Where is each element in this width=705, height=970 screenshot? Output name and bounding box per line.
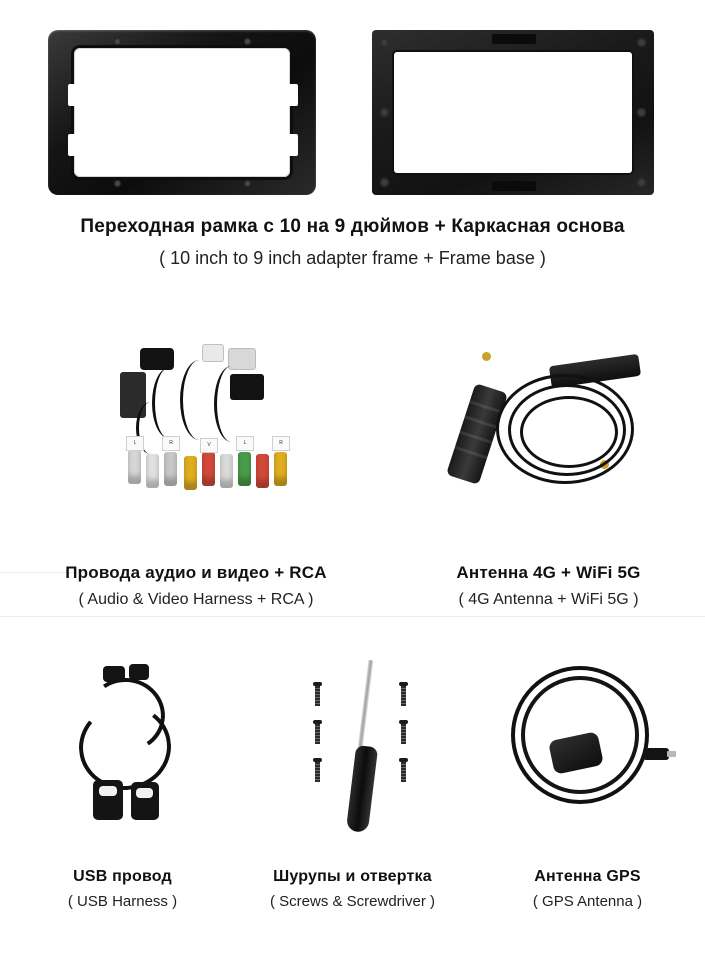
screw-hole (244, 38, 251, 45)
item-gps-antenna (470, 640, 705, 950)
caption-ru: Провода аудио и видео + RCA (65, 562, 327, 582)
caption-en: ( Screws & Screwdriver ) (269, 893, 436, 911)
screwdriver-handle (346, 745, 378, 833)
usb-harness-image (65, 660, 195, 835)
rca-connector (164, 452, 177, 486)
caption-en: ( USB Harness ) (67, 893, 178, 911)
screw-hole (380, 108, 389, 117)
caption-usb-harness (10, 867, 235, 912)
screw (313, 758, 322, 782)
screw (313, 682, 322, 706)
caption-en: ( GPS Antenna ) (532, 893, 643, 911)
frame-clip (68, 84, 80, 106)
section-harness-and-4g (0, 330, 705, 610)
caption-ru: Шурупы и отвертка (273, 868, 432, 886)
screw-hole (114, 38, 121, 45)
screw-hole (244, 180, 251, 187)
item-usb-harness (10, 640, 235, 950)
rca-label: L (126, 436, 144, 451)
adapter-frame-glossy-image (48, 30, 316, 195)
rca-label: V (200, 438, 218, 453)
section-usb-screws-gps (0, 640, 705, 950)
usb-port-slot (136, 788, 153, 798)
frame-clip (286, 134, 298, 156)
caption-screws-screwdriver (235, 867, 470, 912)
rca-connector (202, 452, 215, 486)
rca-label: R (162, 436, 180, 451)
rca-connector (146, 454, 159, 488)
rca-connector (274, 452, 287, 486)
rca-connector (128, 450, 141, 484)
rca-connector (184, 456, 197, 490)
caption-4g-antenna (392, 562, 705, 610)
item-4g-antenna (392, 330, 705, 610)
antenna-4g-image (422, 338, 672, 508)
screw-hole (637, 38, 646, 47)
frame-base-opening (394, 52, 632, 173)
caption-en: ( 10 inch to 9 inch adapter frame + Frame base ) (159, 247, 546, 268)
caption-ru: Антенна GPS (534, 868, 641, 886)
screw-hole (380, 38, 389, 47)
frame-base-notch (492, 34, 536, 44)
frame-clip (68, 134, 80, 156)
screwdriver-image (295, 650, 425, 840)
rca-label: R (272, 436, 290, 451)
av-harness-image (118, 342, 298, 502)
screwdriver-shaft (357, 660, 373, 752)
frame-base-notch (492, 181, 536, 191)
frame-clip (286, 84, 298, 106)
decorative-hairline (0, 616, 705, 617)
caption-en: ( 4G Antenna + WiFi 5G ) (458, 591, 639, 608)
caption-adapter-frame (0, 215, 705, 269)
usb-port-slot (99, 786, 117, 796)
caption-av-harness (0, 562, 392, 610)
item-av-harness (0, 330, 392, 610)
connector-block (140, 348, 174, 370)
coiled-cable (520, 396, 618, 468)
caption-en: ( Audio & Video Harness + RCA ) (78, 591, 314, 608)
screw-hole (114, 180, 121, 187)
screw-hole (637, 108, 646, 117)
rca-connector (238, 452, 251, 486)
gps-connector (643, 748, 669, 760)
caption-ru: Антенна 4G + WiFi 5G (456, 562, 641, 582)
connector-block (202, 344, 224, 362)
frame-opening (74, 48, 290, 177)
screw-hole (380, 178, 389, 187)
antenna-gold-tip (482, 352, 491, 361)
gps-antenna-image (505, 660, 680, 840)
cable (214, 366, 249, 442)
screw (313, 720, 322, 744)
caption-ru: Переходная рамка с 10 на 9 дюймов + Каркасная основа (80, 216, 625, 237)
section-adapter-frame (0, 0, 705, 300)
screw-hole (637, 178, 646, 187)
caption-ru: USB провод (73, 868, 172, 886)
item-screws-screwdriver (235, 640, 470, 950)
frame-base-image (372, 30, 654, 195)
rca-connector (256, 454, 269, 488)
rca-label: L (236, 436, 254, 451)
screw (399, 682, 408, 706)
screw (399, 758, 408, 782)
caption-gps-antenna (470, 867, 705, 912)
screw (399, 720, 408, 744)
rca-connector (220, 454, 233, 488)
